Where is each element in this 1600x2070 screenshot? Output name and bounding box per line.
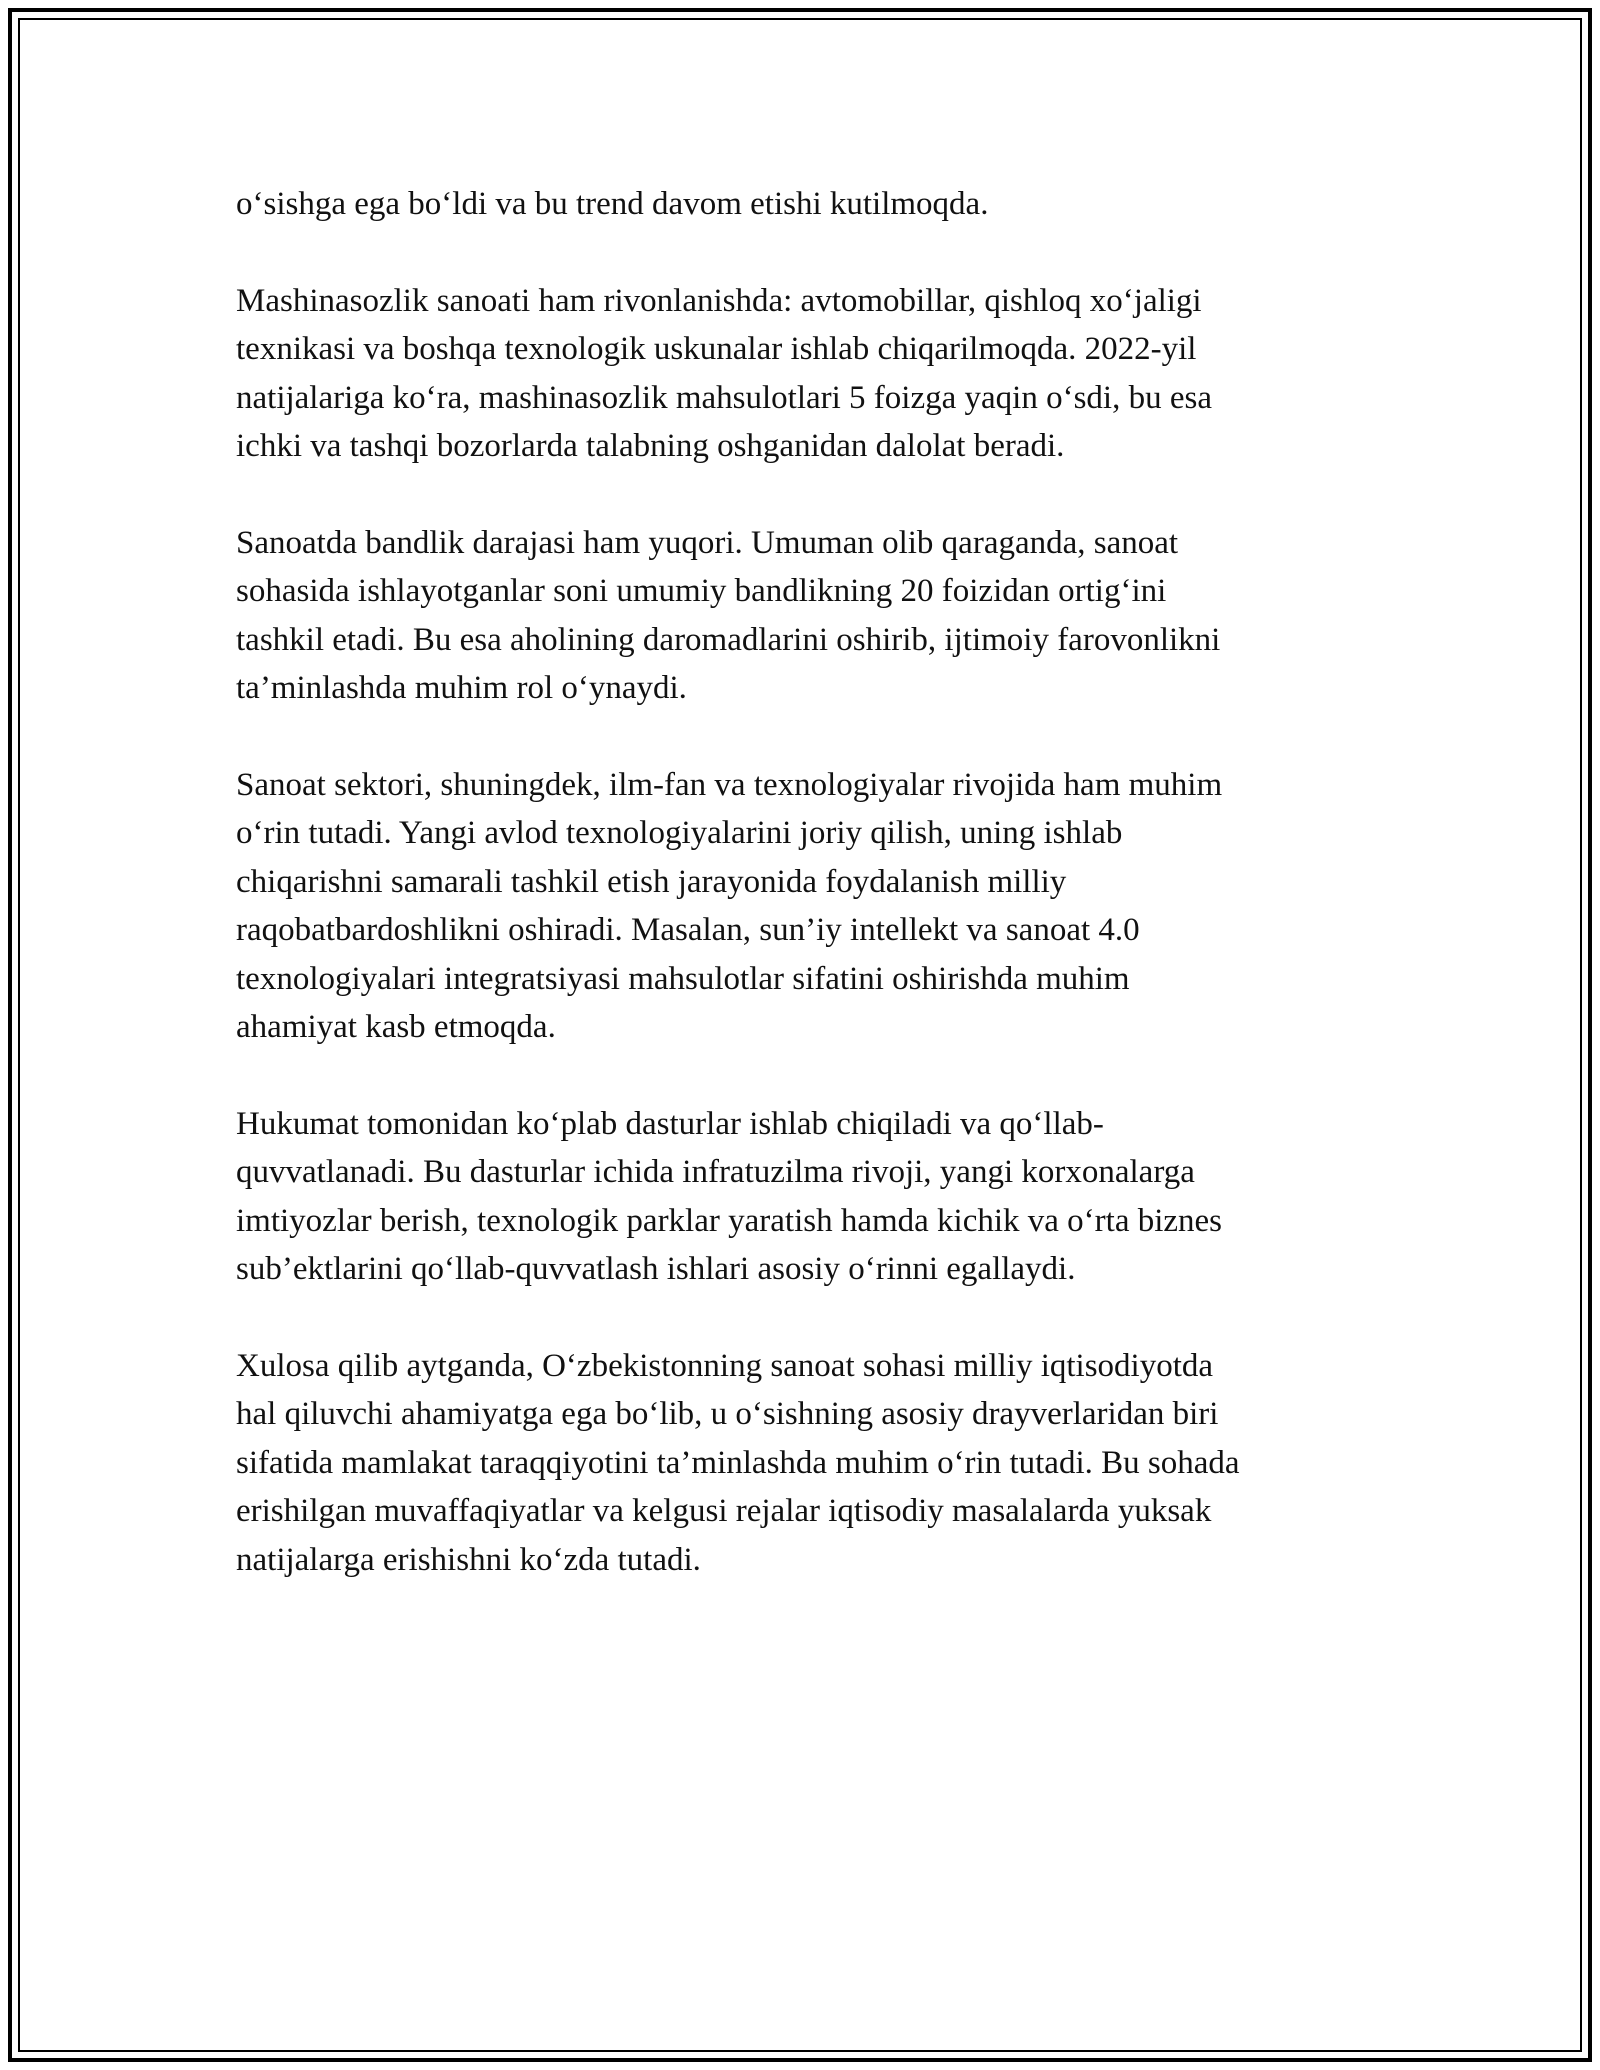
paragraph-government-programs: Hukumat tomonidan ko‘plab dasturlar ishlab chiqiladi va qo‘llab- quvvatlanadi. Bu dasturlar ichida infratuzilma rivoji, yangi korxonalarga imtiyozlar berish, texnologik parklar yaratish hamda kichik va o‘rta biznes sub’ektlarini qo‘llab-quvvatlash ishlari asosiy o‘rinni egallaydi. xyxy=(236,1105,1223,1287)
paragraph-growth-trend: o‘sishga ega bo‘ldi va bu trend davom etishi kutilmoqda. xyxy=(236,186,989,222)
paragraph-conclusion: Xulosa qilib aytganda, O‘zbekistonning sanoat sohasi milliy iqtisodiyotda hal qiluvchi ahamiyatga ega bo‘lib, u o‘sishning asosiy drayverlaridan biri sifatida mamlakat taraqqiyotini ta’minlashda muhim o‘rin tutadi. Bu sohada erishilgan muvaffaqiyatlar va kelgusi rejalar iqtisodiy masalalarda yuksak natijalarga erishishni ko‘zda tutadi. xyxy=(236,1347,1240,1578)
paragraph-employment: Sanoatda bandlik darajasi ham yuqori. Umuman olib qaraganda, sanoat sohasida ishlayotganlar soni umumiy bandlikning 20 foizidan ortig‘ini tashkil etadi. Bu esa aholining daromadlarini oshirib, ijtimoiy farovonlikni ta’minlashda muhim rol o‘ynaydi. xyxy=(236,524,1221,706)
paragraph-machine-building: Mashinasozlik sanoati ham rivonlanishda: avtomobillar, qishloq xo‘jaligi texnikasi va boshqa texnologik uskunalar ishlab chiqarilmoqda. 2022-yil natijalariga ko‘ra, mashinasozlik mahsulotlari 5 foizga yaqin o‘sdi, bu esa ichki va tashqi bozorlarda talabning oshganidan dalolat beradi. xyxy=(236,282,1212,464)
document-body xyxy=(236,180,1356,1632)
paragraph-science-technology: Sanoat sektori, shuningdek, ilm-fan va texnologiyalar rivojida ham muhim o‘rin tutadi. Yangi avlod texnologiyalarini joriy qilish, uning ishlab chiqarishni samarali tashkil etish jarayonida foydalanish milliy raqobatbardoshlikni oshiradi. Masalan, sun’iy intellekt va sanoat 4.0 texnologiyalari integratsiyasi mahsulotlar sifatini oshirishda muhim ahamiyat kasb etmoqda. xyxy=(236,766,1223,1045)
